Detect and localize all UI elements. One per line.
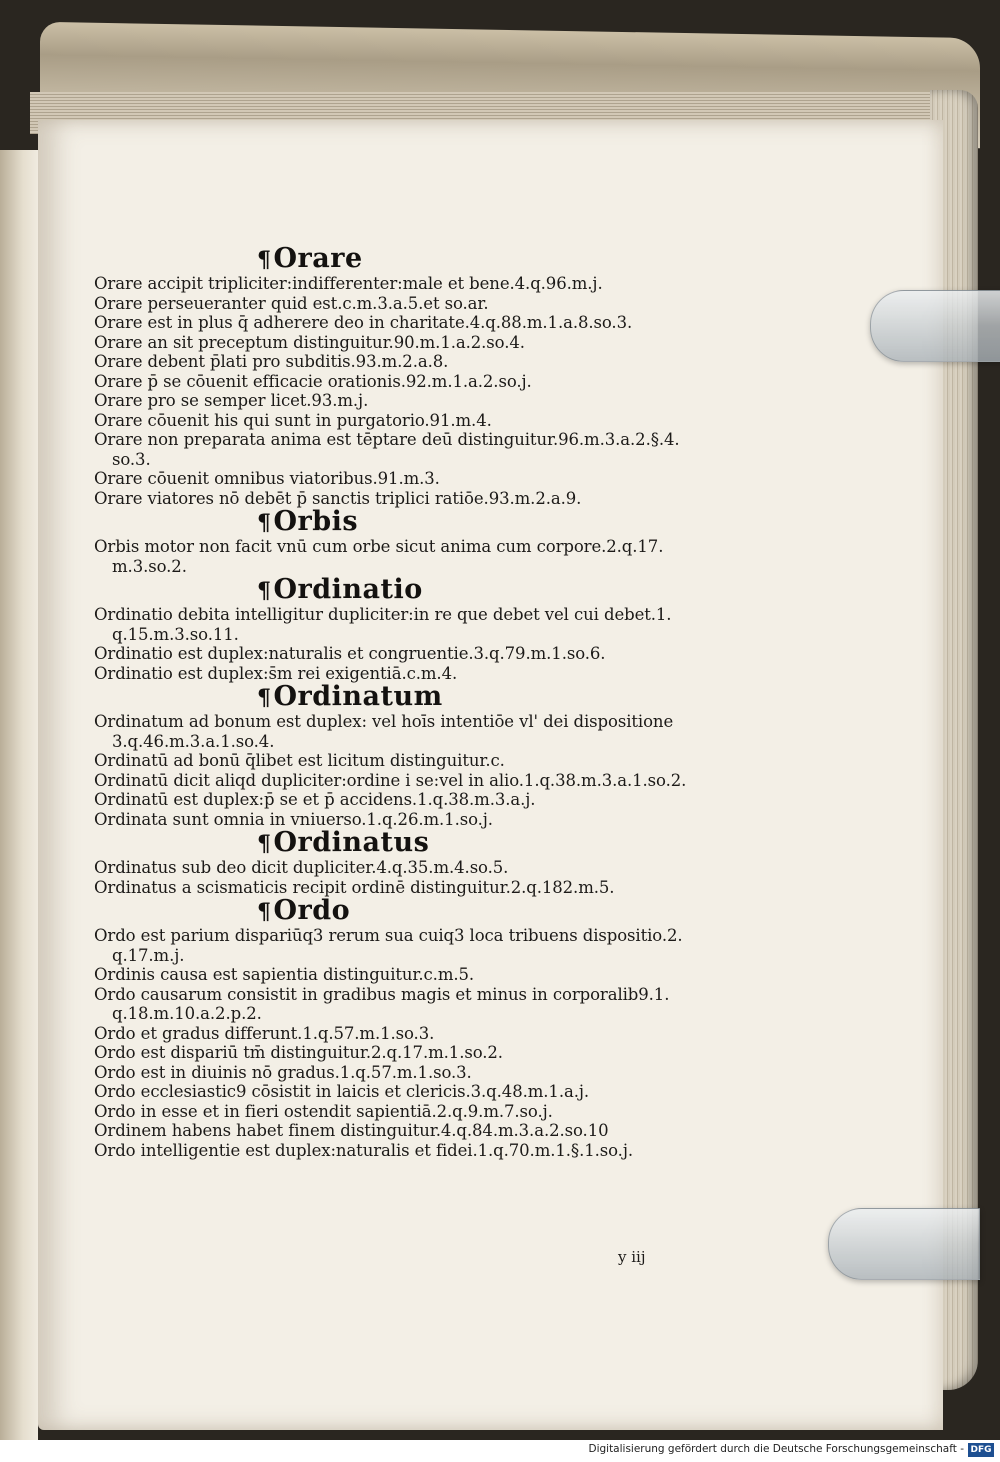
register-entry: q.17.m.j. — [112, 945, 185, 965]
register-entry: Orare an sit preceptum distinguitur.90.m.1.a.2.so.4. — [94, 332, 525, 352]
paragraph-mark-icon: ¶ — [257, 899, 272, 925]
signature-mark: y iij — [618, 1248, 646, 1266]
register-entry: Ordinatū ad bonū q̄libet est licitum distinguitur.c. — [94, 751, 505, 770]
register-entry: Orare viatores nō debēt p̄ sanctis triplici ratiōe.93.m.2.a.9. — [94, 488, 582, 508]
register-entry: Ordinatum ad bonum est duplex: vel hoīs intentiōe vl' dei dispositione — [94, 712, 674, 731]
register-entry: Orare cōuenit omnibus viatoribus.91.m.3. — [94, 469, 440, 488]
register-entry: Ordinatū dicit aliqd dupliciter:ordine i se:vel in alio.1.q.38.m.3.a.1.so.2. — [94, 770, 687, 790]
section-heading-label: Orbis — [273, 506, 359, 537]
register-entry: Ordinem habens habet finem distinguitur.4.q.84.m.3.a.2.so.10 — [94, 1121, 609, 1140]
section-heading-label: Orare — [273, 243, 363, 274]
register-entry: Ordo causarum consistit in gradibus magis et minus in corporalib9.1. — [94, 984, 670, 1004]
register-entry: Ordo ecclesiastic9 cōsistit in laicis et clericis.3.q.48.m.1.a.j. — [94, 1082, 590, 1101]
register-entry: Ordinatū est duplex:p̄ se et p̄ accidens.1.q.38.m.3.a.j. — [94, 790, 536, 809]
register-entry: Orare pro se semper licet.93.m.j. — [94, 391, 369, 410]
register-entry: Ordo est parium dispariūq3 rerum sua cuiq3 loca tribuens dispositio.2. — [94, 926, 683, 945]
register-entry: Orare non preparata anima est tēptare deū distinguitur.96.m.3.a.2.§.4. — [94, 430, 680, 449]
section-heading-label: Ordo — [273, 895, 351, 926]
register-entry: so.3. — [112, 449, 151, 469]
register-entry: q.15.m.3.so.11. — [112, 624, 239, 644]
register-entry: 3.q.46.m.3.a.1.so.4. — [112, 731, 275, 751]
paragraph-mark-icon: ¶ — [257, 510, 272, 536]
register-entry: Ordo in esse et in fieri ostendit sapientiā.2.q.9.m.7.so.j. — [94, 1101, 553, 1121]
register-entry: Ordinatus a scismaticis recipit ordinē distinguitur.2.q.182.m.5. — [94, 877, 615, 897]
register-entry: Orare cōuenit his qui sunt in purgatorio.91.m.4. — [94, 410, 492, 430]
section-heading-label: Ordinatio — [273, 574, 423, 605]
section-heading-label: Ordinatus — [273, 827, 430, 858]
register-entry: m.3.so.2. — [112, 556, 187, 576]
footer-bar — [0, 1440, 1000, 1462]
section-heading — [257, 245, 702, 274]
paragraph-mark-icon: ¶ — [257, 685, 272, 711]
register-entry: Orare debent p̄lati pro subditis.93.m.2.a.8. — [94, 352, 449, 371]
footer-credit: Digitalisierung gefördert durch die Deutsche Forschungsgemeinschaft - — [588, 1443, 964, 1455]
register-entry: q.18.m.10.a.2.p.2. — [112, 1004, 262, 1023]
section-heading-label: Ordinatum — [273, 681, 443, 712]
register-entry: Ordo et gradus differunt.1.q.57.m.1.so.3. — [94, 1023, 435, 1043]
register-entry: Orbis motor non facit vnū cum orbe sicut anima cum corpore.2.q.17. — [94, 537, 664, 556]
register-entry: Ordo est in diuinis nō gradus.1.q.57.m.1.so.3. — [94, 1062, 472, 1082]
register-entry: Ordo intelligentie est duplex:naturalis et fidei.1.q.70.m.1.§.1.so.j. — [94, 1140, 633, 1160]
glass-clip-top — [870, 290, 1000, 362]
section-heading — [257, 683, 702, 712]
paragraph-mark-icon: ¶ — [257, 831, 272, 857]
register-entry: Ordo est dispariū tm̄ distinguitur.2.q.17.m.1.so.2. — [94, 1043, 503, 1062]
register-entry: Ordinatus sub deo dicit dupliciter.4.q.35.m.4.so.5. — [94, 858, 509, 877]
register-entry: Orare est in plus q̄ adherere deo in charitate.4.q.88.m.1.a.8.so.3. — [94, 313, 633, 332]
paragraph-mark-icon: ¶ — [257, 578, 272, 604]
register-entry: Ordinatio est duplex:s̄m rei exigentiā.c.m.4. — [94, 663, 458, 683]
register-entry: Ordinatio est duplex:naturalis et congruentie.3.q.79.m.1.so.6. — [94, 644, 606, 663]
register-entry: Ordinatio debita intelligitur dupliciter:in re que debet vel cui debet.1. — [94, 605, 672, 624]
section-heading — [257, 508, 702, 537]
register-text — [62, 245, 702, 1160]
register-entry: Orare perseueranter quid est.c.m.3.a.5.et so.ar. — [94, 293, 489, 313]
paragraph-mark-icon: ¶ — [257, 247, 272, 273]
facing-page-edge — [0, 150, 38, 1440]
section-heading — [257, 576, 702, 605]
register-entry: Orare accipit tripliciter:indifferenter:male et bene.4.q.96.m.j. — [94, 274, 603, 293]
register-entry: Ordinata sunt omnia in vniuerso.1.q.26.m.1.so.j. — [94, 809, 493, 829]
section-heading — [257, 897, 702, 926]
section-heading — [257, 829, 702, 858]
register-entry: Orare p̄ se cōuenit efficacie orationis.92.m.1.a.2.so.j. — [94, 371, 532, 391]
glass-clip-bottom — [828, 1208, 980, 1280]
register-entry: Ordinis causa est sapientia distinguitur.c.m.5. — [94, 965, 475, 984]
dfg-logo-icon: DFG — [968, 1443, 994, 1457]
